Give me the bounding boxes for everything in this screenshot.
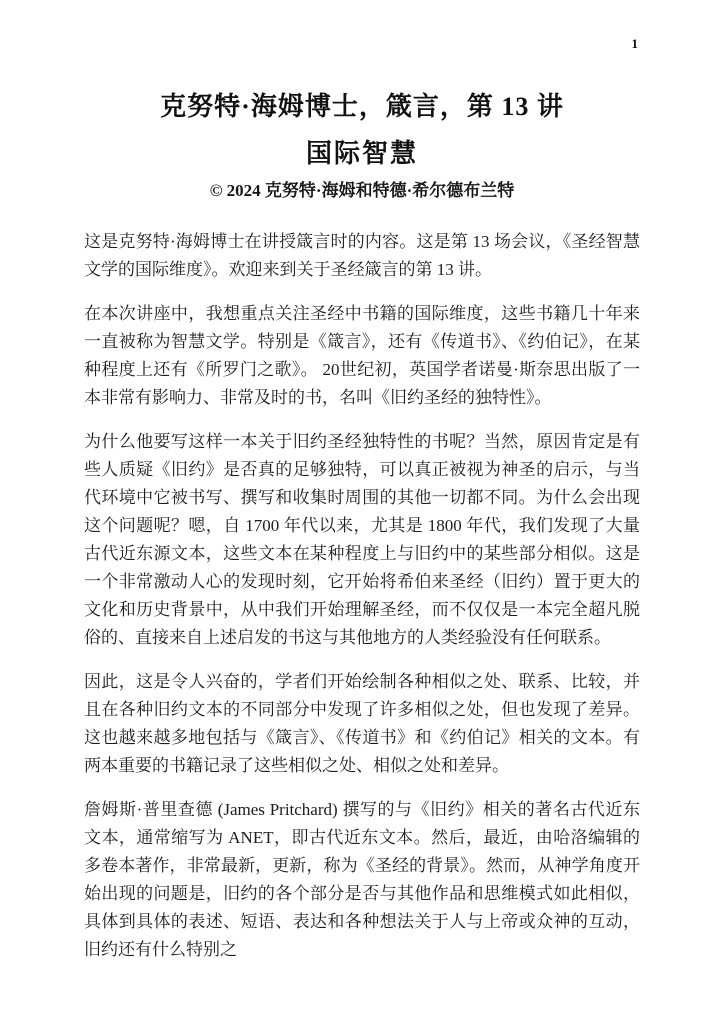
lecture-subtitle: 国际智慧 [305,139,418,168]
page-number: 1 [631,36,638,51]
body-paragraph: 在本次讲座中，我想重点关注圣经中书籍的国际维度，这些书籍几十年来一直被称为智慧文学。特别是《箴言》，还有《传道书》、《约伯记》，在某种程度上还有《所罗门之歌》。 20世纪初，英国学者诺曼·斯奈思出版了一本非常有影响力、非常及时的书，名叫《旧约圣经的独特性》。 [84,304,640,407]
body-paragraph: 詹姆斯·普里查德 (James Pritchard) 撰写的与《旧约》相关的著名古代近东文本，通常缩写为 ANET，即古代近东文本。然后，最近，由哈洛编辑的多卷本著作，非常最新，更新，称为《圣经的背景》。然而，从神学角度开始出现的问题是，旧约的各个部分是否与其他作品和思维模式如此相似，具体到具体的表述、短语、表达和各种想法关于人与上帝或众神的互动，旧约还有什么特别之 [84,800,640,959]
copyright-line: © 2024 克努特·海姆和特德·希尔德布兰特 [209,181,515,200]
body-paragraph: 因此，这是令人兴奋的，学者们开始绘制各种相似之处、联系、比较，并且在各种旧约文本的不同部分中发现了许多相似之处，但也发现了差异。这也越来越多地包括与《箴言》、《传道书》和《约伯记》相关的文本。有两本重要的书籍记录了这些相似之处、相似之处和差异。 [84,672,640,775]
document-body [84,228,640,964]
body-paragraph: 这是克努特·海姆博士在讲授箴言时的内容。这是第 13 场会议，《圣经智慧文学的国际维度》。欢迎来到关于圣经箴言的第 13 讲。 [84,232,640,279]
page-content [84,0,640,964]
lecture-title: 克努特·海姆博士，箴言，第 13 讲 [160,92,564,121]
body-paragraph: 为什么他要写这样一本关于旧约圣经独特性的书呢？当然，原因肯定是有些人质疑《旧约》是否真的足够独特，可以真正被视为神圣的启示，与当代环境中它被书写、撰写和收集时周围的其他一切都不同。为什么会出现这个问题呢？嗯，自 1700 年代以来，尤其是 1800 年代，我们发现了大量古代近东源文本，这些文本在某种程度上与旧约中的某些部分相似。这是一个非常激动人心的发现时刻，它开始将希伯来圣经（旧约）置于更大的文化和历史背景中，从中我们开始理解圣经，而不仅仅是一本完全超凡脱俗的、直接来自上述启发的书这与其他地方的人类经验没有任何联系。 [84,432,640,647]
